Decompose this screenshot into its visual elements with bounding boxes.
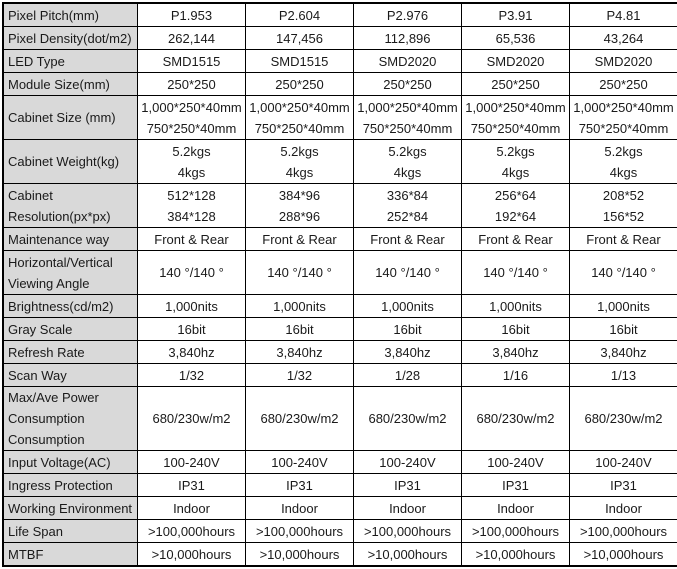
- cell-text-line: Cabinet Size (mm): [8, 107, 136, 128]
- spec-value-cabinet-weight-col3: [354, 140, 462, 184]
- cell-text-line: 147,456: [246, 28, 353, 49]
- cell-text-line: Indoor: [462, 498, 569, 519]
- row-label-ingress-protection: [3, 474, 138, 497]
- spec-value-input-voltage-col5: [570, 451, 677, 474]
- spec-value-input-voltage-col3: [354, 451, 462, 474]
- cell-text-line: Module Size(mm): [8, 74, 136, 95]
- cell-text-line: 4kgs: [462, 162, 569, 183]
- row-label-mtbf: [3, 543, 138, 567]
- cell-text-line: 100-240V: [246, 452, 353, 473]
- spec-value-power-consumption-col3: [354, 387, 462, 451]
- spec-value-cabinet-size-col5: [570, 96, 677, 140]
- cell-text-line: 3,840hz: [462, 342, 569, 363]
- spec-value-ingress-protection-col5: [570, 474, 677, 497]
- cell-text-line: Maintenance way: [8, 229, 136, 250]
- row-label-input-voltage: [3, 451, 138, 474]
- spec-row-maintenance-way: [3, 228, 677, 251]
- cell-text-line: Ingress Protection: [8, 475, 136, 496]
- spec-value-brightness-col5: [570, 295, 677, 318]
- cell-text-line: 16bit: [354, 319, 461, 340]
- cell-text-line: 140 °/140 °: [246, 262, 353, 283]
- row-label-module-size: [3, 73, 138, 96]
- cell-text-line: 750*250*40mm: [462, 118, 569, 139]
- cell-text-line: IP31: [462, 475, 569, 496]
- spec-value-power-consumption-col2: [246, 387, 354, 451]
- cell-text-line: Cabinet Weight(kg): [8, 151, 136, 172]
- spec-value-pixel-pitch-col1: [138, 3, 246, 27]
- cell-text-line: 250*250: [570, 74, 677, 95]
- spec-value-life-span-col5: [570, 520, 677, 543]
- spec-value-life-span-col2: [246, 520, 354, 543]
- cell-text-line: 1,000nits: [570, 296, 677, 317]
- row-label-brightness: [3, 295, 138, 318]
- row-label-life-span: [3, 520, 138, 543]
- spec-value-mtbf-col5: [570, 543, 677, 567]
- spec-value-pixel-pitch-col3: [354, 3, 462, 27]
- cell-text-line: 5.2kgs: [246, 141, 353, 162]
- cell-text-line: 680/230w/m2: [462, 408, 569, 429]
- spec-value-viewing-angle-col2: [246, 251, 354, 295]
- cell-text-line: 1,000*250*40mm: [570, 97, 677, 118]
- row-label-refresh-rate: [3, 341, 138, 364]
- cell-text-line: 3,840hz: [246, 342, 353, 363]
- spec-value-brightness-col2: [246, 295, 354, 318]
- spec-value-cabinet-size-col2: [246, 96, 354, 140]
- cell-text-line: 680/230w/m2: [246, 408, 353, 429]
- cell-text-line: 100-240V: [462, 452, 569, 473]
- cell-text-line: 250*250: [462, 74, 569, 95]
- spec-value-viewing-angle-col4: [462, 251, 570, 295]
- spec-row-gray-scale: [3, 318, 677, 341]
- spec-value-scan-way-col5: [570, 364, 677, 387]
- spec-value-pixel-density-col1: [138, 27, 246, 50]
- cell-text-line: 112,896: [354, 28, 461, 49]
- cell-text-line: >100,000hours: [138, 521, 245, 542]
- spec-value-life-span-col1: [138, 520, 246, 543]
- spec-value-life-span-col4: [462, 520, 570, 543]
- row-label-scan-way: [3, 364, 138, 387]
- spec-value-maintenance-way-col2: [246, 228, 354, 251]
- cell-text-line: 5.2kgs: [570, 141, 677, 162]
- cell-text-line: P2.976: [354, 5, 461, 26]
- spec-value-working-environment-col4: [462, 497, 570, 520]
- spec-value-cabinet-weight-col1: [138, 140, 246, 184]
- cell-text-line: >100,000hours: [570, 521, 677, 542]
- spec-value-cabinet-weight-col4: [462, 140, 570, 184]
- row-label-power-consumption: [3, 387, 138, 451]
- spec-value-pixel-pitch-col4: [462, 3, 570, 27]
- spec-row-ingress-protection: [3, 474, 677, 497]
- cell-text-line: IP31: [354, 475, 461, 496]
- cell-text-line: 100-240V: [570, 452, 677, 473]
- cell-text-line: 750*250*40mm: [354, 118, 461, 139]
- cell-text-line: 1,000*250*40mm: [246, 97, 353, 118]
- cell-text-line: 5.2kgs: [462, 141, 569, 162]
- spec-row-life-span: [3, 520, 677, 543]
- spec-value-viewing-angle-col1: [138, 251, 246, 295]
- spec-value-working-environment-col5: [570, 497, 677, 520]
- cell-text-line: 16bit: [138, 319, 245, 340]
- cell-text-line: >10,000hours: [246, 544, 353, 565]
- spec-row-brightness: [3, 295, 677, 318]
- cell-text-line: 288*96: [246, 206, 353, 227]
- spec-value-cabinet-resolution-col5: [570, 184, 677, 228]
- cell-text-line: 3,840hz: [138, 342, 245, 363]
- cell-text-line: 336*84: [354, 185, 461, 206]
- cell-text-line: 1,000nits: [462, 296, 569, 317]
- cell-text-line: SMD2020: [570, 51, 677, 72]
- cell-text-line: Input Voltage(AC): [8, 452, 136, 473]
- cell-text-line: Front & Rear: [246, 229, 353, 250]
- spec-value-module-size-col3: [354, 73, 462, 96]
- cell-text-line: 4kgs: [354, 162, 461, 183]
- cell-text-line: Cabinet: [8, 185, 136, 206]
- row-label-maintenance-way: [3, 228, 138, 251]
- cell-text-line: 680/230w/m2: [570, 408, 677, 429]
- cell-text-line: 384*128: [138, 206, 245, 227]
- spec-value-pixel-pitch-col2: [246, 3, 354, 27]
- cell-text-line: Life Span: [8, 521, 136, 542]
- cell-text-line: Refresh Rate: [8, 342, 136, 363]
- spec-value-led-type-col3: [354, 50, 462, 73]
- cell-text-line: 1,000nits: [354, 296, 461, 317]
- row-label-pixel-density: [3, 27, 138, 50]
- spec-row-input-voltage: [3, 451, 677, 474]
- cell-text-line: 140 °/140 °: [462, 262, 569, 283]
- cell-text-line: 250*250: [138, 74, 245, 95]
- spec-row-cabinet-size: [3, 96, 677, 140]
- spec-value-module-size-col2: [246, 73, 354, 96]
- cell-text-line: Gray Scale: [8, 319, 136, 340]
- cell-text-line: SMD2020: [462, 51, 569, 72]
- spec-value-pixel-density-col2: [246, 27, 354, 50]
- spec-value-refresh-rate-col2: [246, 341, 354, 364]
- cell-text-line: >10,000hours: [570, 544, 677, 565]
- cell-text-line: 192*64: [462, 206, 569, 227]
- spec-value-cabinet-size-col3: [354, 96, 462, 140]
- cell-text-line: LED Type: [8, 51, 136, 72]
- cell-text-line: 100-240V: [354, 452, 461, 473]
- spec-row-pixel-pitch: [3, 3, 677, 27]
- spec-value-cabinet-resolution-col3: [354, 184, 462, 228]
- spec-table-body: [3, 3, 677, 566]
- cell-text-line: SMD1515: [246, 51, 353, 72]
- cell-text-line: Brightness(cd/m2): [8, 296, 136, 317]
- spec-value-cabinet-weight-col5: [570, 140, 677, 184]
- cell-text-line: Horizontal/Vertical: [8, 252, 136, 273]
- spec-value-pixel-density-col4: [462, 27, 570, 50]
- cell-text-line: 5.2kgs: [138, 141, 245, 162]
- spec-row-working-environment: [3, 497, 677, 520]
- spec-value-ingress-protection-col2: [246, 474, 354, 497]
- spec-value-working-environment-col3: [354, 497, 462, 520]
- spec-value-working-environment-col1: [138, 497, 246, 520]
- spec-value-mtbf-col4: [462, 543, 570, 567]
- cell-text-line: P2.604: [246, 5, 353, 26]
- cell-text-line: Pixel Density(dot/m2): [8, 28, 136, 49]
- spec-value-scan-way-col2: [246, 364, 354, 387]
- spec-value-gray-scale-col2: [246, 318, 354, 341]
- cell-text-line: 680/230w/m2: [354, 408, 461, 429]
- cell-text-line: Scan Way: [8, 365, 136, 386]
- spec-table: [2, 2, 677, 567]
- cell-text-line: Indoor: [246, 498, 353, 519]
- cell-text-line: 3,840hz: [354, 342, 461, 363]
- cell-text-line: 262,144: [138, 28, 245, 49]
- spec-value-mtbf-col2: [246, 543, 354, 567]
- cell-text-line: 750*250*40mm: [246, 118, 353, 139]
- spec-value-power-consumption-col1: [138, 387, 246, 451]
- cell-text-line: 3,840hz: [570, 342, 677, 363]
- cell-text-line: >10,000hours: [462, 544, 569, 565]
- cell-text-line: 140 °/140 °: [570, 262, 677, 283]
- cell-text-line: Resolution(px*px): [8, 206, 136, 227]
- cell-text-line: 16bit: [570, 319, 677, 340]
- cell-text-line: Indoor: [570, 498, 677, 519]
- spec-value-module-size-col1: [138, 73, 246, 96]
- spec-row-mtbf: [3, 543, 677, 567]
- cell-text-line: 1,000*250*40mm: [138, 97, 245, 118]
- spec-row-module-size: [3, 73, 677, 96]
- spec-value-maintenance-way-col3: [354, 228, 462, 251]
- cell-text-line: IP31: [570, 475, 677, 496]
- spec-value-pixel-density-col5: [570, 27, 677, 50]
- row-label-gray-scale: [3, 318, 138, 341]
- spec-value-input-voltage-col1: [138, 451, 246, 474]
- cell-text-line: 1/13: [570, 365, 677, 386]
- spec-row-power-consumption: [3, 387, 677, 451]
- cell-text-line: 680/230w/m2: [138, 408, 245, 429]
- spec-value-scan-way-col4: [462, 364, 570, 387]
- cell-text-line: 1/32: [138, 365, 245, 386]
- spec-value-input-voltage-col4: [462, 451, 570, 474]
- spec-value-ingress-protection-col3: [354, 474, 462, 497]
- spec-value-mtbf-col1: [138, 543, 246, 567]
- cell-text-line: 1/16: [462, 365, 569, 386]
- cell-text-line: 256*64: [462, 185, 569, 206]
- cell-text-line: 4kgs: [138, 162, 245, 183]
- cell-text-line: 65,536: [462, 28, 569, 49]
- spec-value-gray-scale-col1: [138, 318, 246, 341]
- spec-value-brightness-col1: [138, 295, 246, 318]
- cell-text-line: 750*250*40mm: [570, 118, 677, 139]
- cell-text-line: Indoor: [354, 498, 461, 519]
- cell-text-line: Front & Rear: [462, 229, 569, 250]
- spec-value-refresh-rate-col3: [354, 341, 462, 364]
- cell-text-line: >100,000hours: [462, 521, 569, 542]
- cell-text-line: P3.91: [462, 5, 569, 26]
- cell-text-line: 512*128: [138, 185, 245, 206]
- cell-text-line: 156*52: [570, 206, 677, 227]
- cell-text-line: >10,000hours: [138, 544, 245, 565]
- row-label-cabinet-resolution: [3, 184, 138, 228]
- spec-value-ingress-protection-col4: [462, 474, 570, 497]
- cell-text-line: 1/28: [354, 365, 461, 386]
- spec-value-pixel-pitch-col5: [570, 3, 677, 27]
- cell-text-line: Pixel Pitch(mm): [8, 5, 136, 26]
- spec-value-brightness-col3: [354, 295, 462, 318]
- cell-text-line: SMD2020: [354, 51, 461, 72]
- spec-value-led-type-col1: [138, 50, 246, 73]
- cell-text-line: 1,000*250*40mm: [354, 97, 461, 118]
- cell-text-line: P4.81: [570, 5, 677, 26]
- spec-row-pixel-density: [3, 27, 677, 50]
- row-label-working-environment: [3, 497, 138, 520]
- row-label-led-type: [3, 50, 138, 73]
- spec-value-viewing-angle-col3: [354, 251, 462, 295]
- spec-value-cabinet-size-col4: [462, 96, 570, 140]
- spec-value-power-consumption-col4: [462, 387, 570, 451]
- cell-text-line: 1/32: [246, 365, 353, 386]
- cell-text-line: Consumption: [8, 408, 136, 429]
- spec-value-gray-scale-col3: [354, 318, 462, 341]
- cell-text-line: 4kgs: [246, 162, 353, 183]
- cell-text-line: >100,000hours: [246, 521, 353, 542]
- spec-value-scan-way-col3: [354, 364, 462, 387]
- spec-value-refresh-rate-col1: [138, 341, 246, 364]
- cell-text-line: Indoor: [138, 498, 245, 519]
- cell-text-line: 16bit: [462, 319, 569, 340]
- spec-value-maintenance-way-col1: [138, 228, 246, 251]
- cell-text-line: 4kgs: [570, 162, 677, 183]
- cell-text-line: 1,000nits: [138, 296, 245, 317]
- cell-text-line: Working Environment: [8, 498, 136, 519]
- spec-value-cabinet-resolution-col1: [138, 184, 246, 228]
- cell-text-line: Front & Rear: [138, 229, 245, 250]
- spec-value-gray-scale-col4: [462, 318, 570, 341]
- spec-value-cabinet-weight-col2: [246, 140, 354, 184]
- row-label-cabinet-weight: [3, 140, 138, 184]
- row-label-cabinet-size: [3, 96, 138, 140]
- cell-text-line: Front & Rear: [354, 229, 461, 250]
- cell-text-line: 1,000nits: [246, 296, 353, 317]
- spec-value-maintenance-way-col5: [570, 228, 677, 251]
- spec-value-cabinet-size-col1: [138, 96, 246, 140]
- cell-text-line: 384*96: [246, 185, 353, 206]
- cell-text-line: 140 °/140 °: [354, 262, 461, 283]
- spec-row-viewing-angle: [3, 251, 677, 295]
- cell-text-line: Max/Ave Power: [8, 387, 136, 408]
- cell-text-line: Viewing Angle: [8, 273, 136, 294]
- spec-value-viewing-angle-col5: [570, 251, 677, 295]
- spec-value-module-size-col4: [462, 73, 570, 96]
- cell-text-line: Front & Rear: [570, 229, 677, 250]
- cell-text-line: >100,000hours: [354, 521, 461, 542]
- spec-value-mtbf-col3: [354, 543, 462, 567]
- spec-value-led-type-col4: [462, 50, 570, 73]
- spec-value-cabinet-resolution-col2: [246, 184, 354, 228]
- cell-text-line: 140 °/140 °: [138, 262, 245, 283]
- cell-text-line: 750*250*40mm: [138, 118, 245, 139]
- spec-value-brightness-col4: [462, 295, 570, 318]
- spec-value-refresh-rate-col4: [462, 341, 570, 364]
- cell-text-line: SMD1515: [138, 51, 245, 72]
- cell-text-line: >10,000hours: [354, 544, 461, 565]
- cell-text-line: MTBF: [8, 544, 136, 565]
- spec-row-cabinet-resolution: [3, 184, 677, 228]
- cell-text-line: P1.953: [138, 5, 245, 26]
- cell-text-line: 100-240V: [138, 452, 245, 473]
- spec-value-led-type-col2: [246, 50, 354, 73]
- spec-value-maintenance-way-col4: [462, 228, 570, 251]
- spec-value-refresh-rate-col5: [570, 341, 677, 364]
- spec-value-ingress-protection-col1: [138, 474, 246, 497]
- spec-value-module-size-col5: [570, 73, 677, 96]
- spec-value-life-span-col3: [354, 520, 462, 543]
- spec-value-pixel-density-col3: [354, 27, 462, 50]
- spec-value-scan-way-col1: [138, 364, 246, 387]
- spec-value-led-type-col5: [570, 50, 677, 73]
- row-label-viewing-angle: [3, 251, 138, 295]
- spec-row-scan-way: [3, 364, 677, 387]
- cell-text-line: 43,264: [570, 28, 677, 49]
- spec-value-cabinet-resolution-col4: [462, 184, 570, 228]
- spec-value-gray-scale-col5: [570, 318, 677, 341]
- cell-text-line: 208*52: [570, 185, 677, 206]
- spec-value-working-environment-col2: [246, 497, 354, 520]
- row-label-pixel-pitch: [3, 3, 138, 27]
- spec-row-refresh-rate: [3, 341, 677, 364]
- spec-row-led-type: [3, 50, 677, 73]
- cell-text-line: 252*84: [354, 206, 461, 227]
- cell-text-line: 250*250: [354, 74, 461, 95]
- cell-text-line: IP31: [138, 475, 245, 496]
- cell-text-line: 1,000*250*40mm: [462, 97, 569, 118]
- cell-text-line: Consumption: [8, 429, 136, 450]
- spec-value-input-voltage-col2: [246, 451, 354, 474]
- spec-row-cabinet-weight: [3, 140, 677, 184]
- cell-text-line: 5.2kgs: [354, 141, 461, 162]
- cell-text-line: 16bit: [246, 319, 353, 340]
- cell-text-line: IP31: [246, 475, 353, 496]
- cell-text-line: 250*250: [246, 74, 353, 95]
- spec-value-power-consumption-col5: [570, 387, 677, 451]
